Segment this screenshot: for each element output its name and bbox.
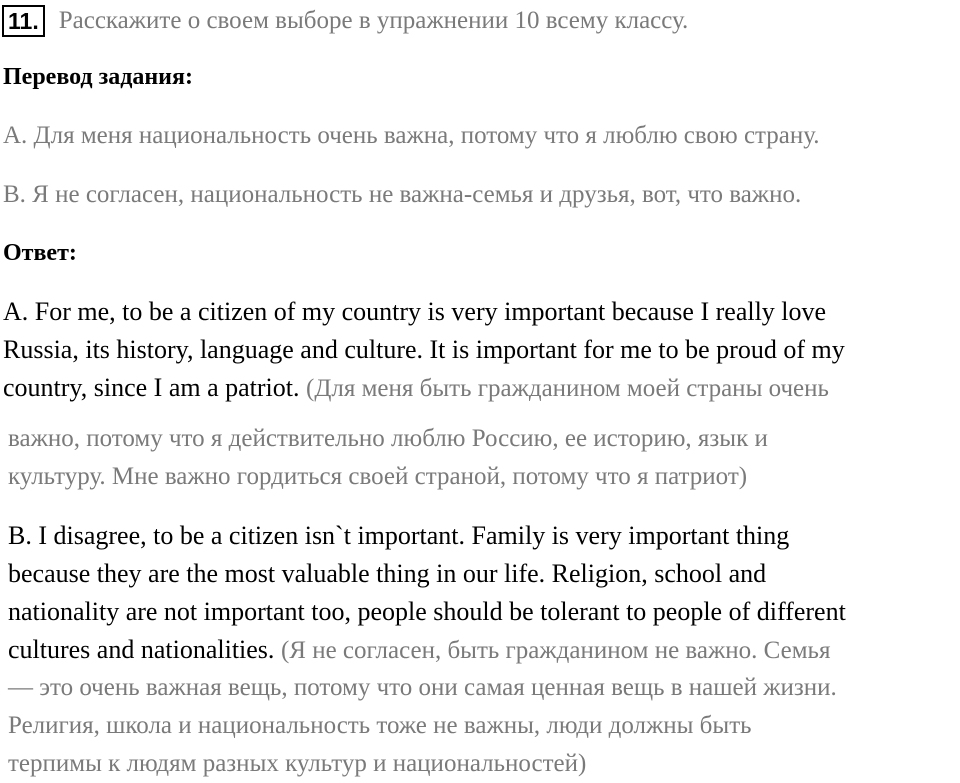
answer-b-translation-line: терпимы к людям разных культур и национальностей) xyxy=(8,750,587,777)
task-line xyxy=(2,4,688,38)
answer-a-english-end: country, since I am a patriot. xyxy=(3,373,300,402)
answer-b-line: nationality are not important too, people should be tolerant to people of different xyxy=(8,597,846,626)
answer-b-english-end: cultures and nationalities. xyxy=(8,635,275,664)
answer-b-line: B. I disagree, to be a citizen isn`t important. Family is very important thing xyxy=(8,521,790,550)
translation-line-a: А. Для меня национальность очень важна, потому что я люблю свою страну. xyxy=(3,122,820,149)
answer-a-translation-start: (Для меня быть гражданином моей страны очень xyxy=(306,375,829,402)
answer-b-block xyxy=(8,517,846,783)
translation-line-b: В. Я не согласен, национальность не важна-семья и друзья, вот, что важно. xyxy=(3,181,802,208)
answer-a-line: A. For me, to be a citizen of my country is very important because I really love xyxy=(3,297,827,326)
task-text: Расскажите о своем выборе в упражнении 10 всему классу. xyxy=(58,7,689,34)
answer-b-line xyxy=(8,631,846,669)
answer-b-translation-line: — это очень важная вещь, потому что они самая ценная вещь в нашей жизни. xyxy=(8,674,837,701)
answer-a-translation xyxy=(8,420,768,496)
answer-b-line: because they are the most valuable thing in our life. Religion, school and xyxy=(8,559,767,588)
answer-b-translation-line: Религия, школа и национальность тоже не важны, люди должны быть xyxy=(8,712,752,739)
answer-a-block xyxy=(3,293,845,407)
translation-heading: Перевод задания: xyxy=(3,64,193,90)
answer-a-translation-line: культуру. Мне важно гордиться своей страной, потому что я патриот) xyxy=(8,463,748,490)
answer-a-translation-line: важно, потому что я действительно люблю Россию, ее историю, язык и xyxy=(8,425,768,452)
answer-heading: Ответ: xyxy=(3,240,77,266)
answer-b-translation-start: (Я не согласен, быть гражданином не важно. Семья xyxy=(280,637,831,664)
answer-a-line xyxy=(3,369,845,407)
task-number: 11. xyxy=(2,5,45,37)
answer-a-line: Russia, its history, language and culture. It is important for me to be proud of my xyxy=(3,335,845,364)
